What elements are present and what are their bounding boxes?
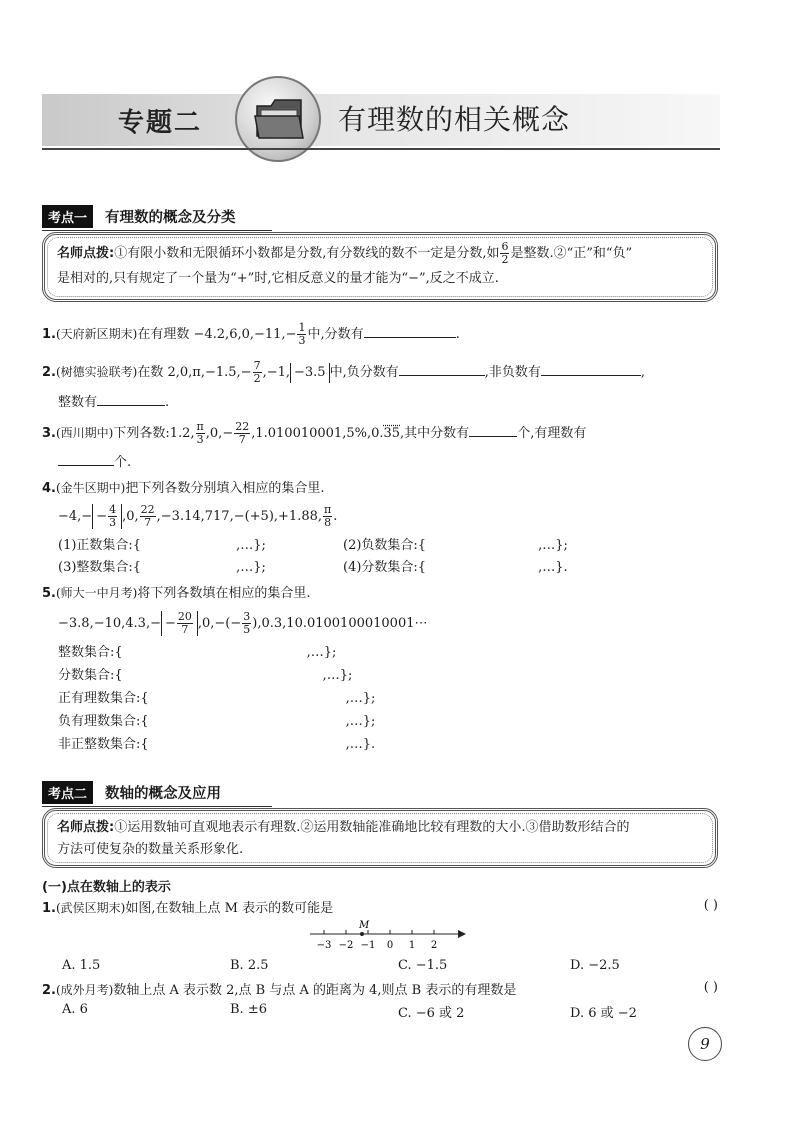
tip-text: 是整数.②“正”和“负” bbox=[510, 246, 633, 261]
set-label: 分数集合:{ bbox=[58, 668, 123, 683]
tip-text: ①运用数轴可直观地表示有理数.②运用数轴能准确地比较有理数的大小.③借助数形结合的 bbox=[114, 820, 630, 835]
set-positive[interactable] bbox=[58, 536, 266, 556]
question-number: 5. bbox=[42, 586, 56, 601]
question-source: (树德实验联考) bbox=[55, 365, 138, 379]
question-1-5 bbox=[42, 583, 311, 604]
option-a[interactable]: A. 6 bbox=[62, 1002, 88, 1017]
fraction bbox=[177, 611, 193, 636]
question-text: 在有理数 −4.2,6,0,−11,− bbox=[137, 327, 297, 342]
tip-line-1 bbox=[57, 241, 705, 266]
page-number: 9 bbox=[688, 1027, 722, 1061]
answer-paren[interactable]: ( ) bbox=[703, 980, 718, 995]
set-integers-2[interactable] bbox=[58, 643, 336, 663]
question-text: ,1.010010001,5%,0. bbox=[251, 426, 384, 441]
tip-box-2 bbox=[42, 808, 718, 868]
number-list: −3.8,−10,4.3,− bbox=[58, 616, 161, 631]
option-a[interactable]: A. 1.5 bbox=[62, 958, 101, 973]
set-label: (4)分数集合:{ bbox=[343, 560, 427, 575]
denominator: 7 bbox=[181, 623, 189, 636]
axis-tick-label: 0 bbox=[386, 940, 394, 951]
numerator: 4 bbox=[109, 503, 117, 516]
question-text: , bbox=[640, 365, 646, 380]
numerator: 20 bbox=[177, 610, 192, 623]
axis-tick-label: −3 bbox=[316, 940, 332, 951]
option-c[interactable]: C. −1.5 bbox=[398, 958, 448, 973]
axis-tick-label: 2 bbox=[430, 940, 438, 951]
fraction bbox=[196, 421, 205, 446]
question-source: (师大一中月考) bbox=[55, 586, 138, 600]
question-text: 中,分数有 bbox=[307, 327, 364, 342]
section-title: 有理数的概念及分类 bbox=[105, 210, 236, 226]
denominator: 2 bbox=[253, 372, 261, 385]
numerator: π bbox=[196, 420, 204, 433]
sign: − bbox=[164, 616, 176, 631]
set-label: (1)正数集合:{ bbox=[58, 538, 142, 553]
question-2-2 bbox=[42, 980, 516, 1001]
numerator: π bbox=[324, 503, 332, 516]
axis-tick-label: −1 bbox=[360, 940, 376, 951]
sign: − bbox=[96, 509, 108, 524]
section-underline bbox=[42, 230, 272, 231]
number-list: ,0,−(− bbox=[197, 616, 242, 631]
question-text: 数轴上点 A 表示数 2,点 B 与点 A 的距离为 4,则点 B 表示的有理数是 bbox=[113, 983, 517, 998]
question-1-5-numbers bbox=[58, 611, 428, 636]
denominator: 2 bbox=[501, 253, 509, 266]
set-label: 非正整数集合:{ bbox=[58, 737, 149, 752]
axis-tick-label: −2 bbox=[338, 940, 354, 951]
option-b[interactable]: B. ±6 bbox=[230, 1002, 267, 1017]
section-tag: 考点一 bbox=[42, 205, 93, 228]
question-source: (西川期中) bbox=[55, 426, 114, 440]
numerator: 22 bbox=[140, 503, 155, 516]
number-list: ,−3.14,717,−(+5),+1.88, bbox=[156, 509, 323, 524]
denominator: 3 bbox=[196, 433, 204, 446]
option-d[interactable]: D. 6 或 −2 bbox=[570, 1006, 637, 1021]
answer-blank[interactable] bbox=[541, 362, 641, 376]
set-end: ,…}. bbox=[345, 737, 376, 752]
question-text: 中,负分数有 bbox=[329, 365, 399, 380]
question-2-1 bbox=[42, 898, 333, 919]
answer-blank[interactable] bbox=[469, 423, 517, 437]
question-source: (天府新区期末) bbox=[55, 327, 138, 341]
fraction bbox=[297, 322, 306, 347]
number-list: . bbox=[333, 509, 338, 524]
question-source: (成外月考) bbox=[55, 983, 114, 997]
numerator: 7 bbox=[253, 359, 261, 372]
set-end: ,…}; bbox=[322, 668, 353, 683]
set-label: 负有理数集合:{ bbox=[58, 714, 149, 729]
question-text: 把下列各数分别填入相应的集合里. bbox=[125, 481, 325, 496]
fraction bbox=[500, 241, 509, 266]
denominator: 8 bbox=[324, 516, 332, 529]
question-number: 2. bbox=[42, 983, 56, 998]
set-label: (2)负数集合:{ bbox=[343, 538, 427, 553]
topic-title: 有理数的相关概念 bbox=[338, 103, 571, 136]
question-1-2 bbox=[42, 360, 645, 385]
question-number: 1. bbox=[42, 327, 56, 342]
question-1-4-numbers bbox=[58, 504, 337, 529]
subsection-heading: (一)点在数轴上的表示 bbox=[42, 880, 171, 895]
absolute-value bbox=[161, 611, 198, 636]
question-text: 整数有 bbox=[58, 395, 98, 410]
set-end: ,…}; bbox=[236, 538, 266, 553]
set-end: ,…}. bbox=[538, 560, 568, 575]
tip-label: 名师点拨: bbox=[57, 246, 115, 261]
question-text: 下列各数:1.2, bbox=[113, 426, 195, 441]
question-number: 2. bbox=[42, 365, 56, 380]
fraction bbox=[140, 504, 156, 529]
denominator: 7 bbox=[238, 433, 246, 446]
header-rule bbox=[42, 148, 720, 150]
section-heading-1 bbox=[42, 205, 718, 228]
question-number: 1. bbox=[42, 901, 56, 916]
numerator: 3 bbox=[243, 610, 251, 623]
question-text: 个,有理数有 bbox=[517, 426, 587, 441]
section-underline bbox=[42, 806, 272, 807]
set-nonpositive-integer[interactable] bbox=[58, 735, 375, 755]
set-fractions-2[interactable] bbox=[58, 666, 352, 686]
tip-label: 名师点拨: bbox=[57, 820, 115, 835]
numerator: 1 bbox=[298, 321, 306, 334]
question-1-1 bbox=[42, 322, 460, 347]
answer-blank[interactable] bbox=[399, 362, 485, 376]
set-end: ,…}; bbox=[345, 691, 376, 706]
question-text: 在数 2,0,π,−1.5,− bbox=[137, 365, 252, 380]
denominator: 5 bbox=[243, 623, 251, 636]
denominator: 3 bbox=[298, 334, 306, 347]
answer-paren[interactable]: ( ) bbox=[703, 898, 718, 913]
tip-line-2: 方法可使复杂的数量关系形象化. bbox=[57, 842, 244, 857]
set-label: (3)整数集合:{ bbox=[58, 560, 142, 575]
section-tag: 考点二 bbox=[42, 781, 93, 804]
absolute-value bbox=[92, 504, 122, 529]
fraction bbox=[242, 611, 251, 636]
question-source: (金牛区期中) bbox=[55, 481, 126, 495]
tip-line-1 bbox=[57, 817, 705, 839]
question-text: ,其中分数有 bbox=[400, 426, 470, 441]
set-label: 正有理数集合:{ bbox=[58, 691, 149, 706]
set-fraction[interactable] bbox=[343, 558, 568, 578]
set-positive-rational[interactable] bbox=[58, 689, 375, 709]
number-list: ),0.3,10.0100100010001⋯ bbox=[252, 616, 428, 631]
set-end: ,…}; bbox=[538, 538, 568, 553]
set-integer[interactable] bbox=[58, 558, 266, 578]
fraction bbox=[253, 360, 262, 385]
repeating-decimal: 35 bbox=[383, 426, 401, 441]
point-m bbox=[360, 932, 364, 936]
option-d[interactable]: D. −2.5 bbox=[570, 958, 620, 973]
question-source: (武侯区期末) bbox=[55, 901, 126, 915]
question-number: 3. bbox=[42, 426, 56, 441]
question-text: ,非负数有 bbox=[484, 365, 541, 380]
fraction bbox=[234, 421, 250, 446]
question-text: . bbox=[165, 395, 170, 410]
answer-blank[interactable] bbox=[58, 452, 114, 466]
question-text: . bbox=[455, 327, 460, 342]
question-1-3-line2 bbox=[58, 452, 131, 473]
set-negative[interactable] bbox=[343, 536, 568, 556]
fraction bbox=[108, 504, 117, 529]
set-end: ,…}; bbox=[345, 714, 376, 729]
set-end: ,…}; bbox=[306, 645, 337, 660]
question-number: 4. bbox=[42, 481, 56, 496]
topic-label: 专题二 bbox=[118, 108, 203, 138]
fraction bbox=[323, 504, 332, 529]
answer-blank[interactable] bbox=[364, 324, 456, 338]
question-text: 个. bbox=[114, 455, 132, 470]
question-text: 将下列各数填在相应的集合里. bbox=[137, 586, 311, 601]
numerator: 6 bbox=[501, 240, 509, 253]
denominator: 7 bbox=[144, 516, 152, 529]
question-text: ,−1, bbox=[262, 365, 291, 380]
option-b[interactable]: B. 2.5 bbox=[230, 958, 269, 973]
set-label: 整数集合:{ bbox=[58, 645, 123, 660]
numerator: 22 bbox=[235, 420, 250, 433]
question-1-3 bbox=[42, 421, 586, 446]
answer-blank[interactable] bbox=[97, 392, 165, 406]
number-list: ,0, bbox=[122, 509, 139, 524]
absolute-value: −3.5 bbox=[290, 363, 330, 383]
number-list: −4,− bbox=[58, 509, 93, 524]
section-heading-2 bbox=[42, 781, 718, 804]
set-negative-rational[interactable] bbox=[58, 712, 375, 732]
question-1-2-line2 bbox=[58, 392, 169, 413]
page-header bbox=[42, 76, 720, 154]
question-1-4 bbox=[42, 478, 325, 499]
axis-tick-label: 1 bbox=[408, 940, 416, 951]
set-end: ,…}; bbox=[236, 560, 266, 575]
question-text: 如图,在数轴上点 M 表示的数可能是 bbox=[125, 901, 334, 916]
tip-box-1 bbox=[42, 232, 718, 302]
tip-line-2: 是相对的,只有规定了一个量为“+”时,它相反意义的量才能为“−”,反之不成立. bbox=[57, 271, 499, 286]
section-title: 数轴的概念及应用 bbox=[105, 786, 222, 802]
axis-arrow bbox=[458, 930, 466, 938]
tip-text: ①有限小数和无限循环小数都是分数,有分数线的数不一定是分数,如 bbox=[114, 246, 500, 261]
option-c[interactable]: C. −6 或 2 bbox=[398, 1006, 465, 1021]
point-label: M bbox=[359, 920, 370, 931]
question-text: ,0,− bbox=[205, 426, 234, 441]
number-line bbox=[300, 918, 470, 952]
denominator: 3 bbox=[109, 516, 117, 529]
